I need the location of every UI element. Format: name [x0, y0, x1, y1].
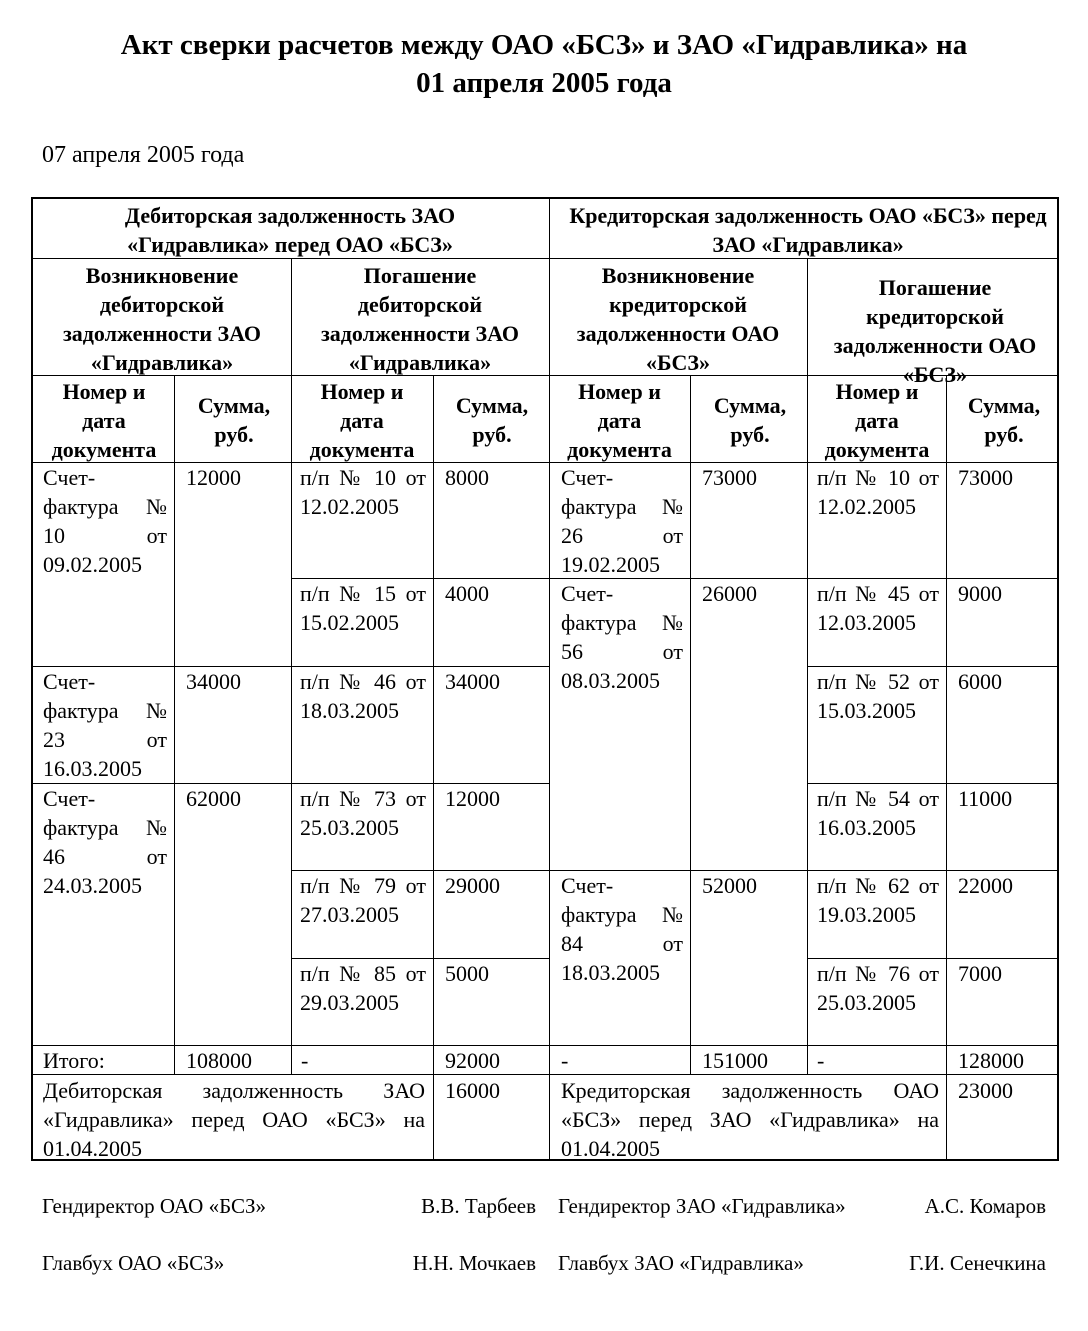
- document-title: [0, 26, 1088, 102]
- totals-credit-payment: 128000: [958, 1048, 1024, 1073]
- credit-payment-header: Погашение кредиторской задолженности ОАО «БСЗ»: [833, 275, 1037, 387]
- grid-line: [291, 258, 292, 1074]
- document-date: 07 апреля 2005 года: [42, 142, 245, 168]
- totals-label: Итого:: [43, 1048, 105, 1073]
- bsz-director-name: В.В. Тарбеев: [421, 1194, 536, 1218]
- credit-origin-doc: Счет-фактура № 84 от 18.03.2005: [561, 873, 683, 985]
- debit-payment-sum: 5000: [445, 961, 489, 986]
- credit-payment-doc: п/п № 45 от 12.03.2005: [817, 581, 939, 635]
- grid-line: [807, 258, 808, 1074]
- debit-payment-sum: 8000: [445, 465, 489, 490]
- credit-payment-sum: 11000: [958, 786, 1013, 811]
- grid-line: [433, 375, 434, 1161]
- gidr-accountant-title: Главбух ЗАО «Гидравлика»: [558, 1251, 804, 1275]
- credit-payment-doc: п/п № 54 от 16.03.2005: [817, 786, 939, 840]
- debit-origin-sum: 62000: [186, 786, 241, 811]
- credit-section-header: Кредиторская задолженность ОАО «БСЗ» перед ЗАО «Гидравлика»: [569, 203, 1047, 257]
- debit-payment-doc: п/п № 85 от 29.03.2005: [300, 961, 426, 1015]
- debit-origin-sum: 12000: [186, 465, 241, 490]
- sum-column-header: Сумма, руб.: [713, 393, 787, 447]
- gidr-director-title: Гендиректор ЗАО «Гидравлика»: [558, 1194, 846, 1218]
- credit-origin-sum: 73000: [702, 465, 757, 490]
- grid-line: [946, 375, 947, 1161]
- totals-credit-origin: 151000: [702, 1048, 768, 1073]
- gidr-accountant-name: Г.И. Сенечкина: [909, 1251, 1046, 1275]
- debit-origin-header: Возникновение дебиторской задолженности ЗАО «Гидравлика»: [62, 263, 262, 375]
- bsz-accountant-name: Н.Н. Мочкаев: [412, 1251, 536, 1275]
- debit-origin-doc: Счет-фактура № 46 от 24.03.2005: [43, 786, 167, 898]
- debit-balance-label: Дебиторская задолженность ЗАО «Гидравлика» перед ОАО «БСЗ» на 01.04.2005: [43, 1078, 425, 1161]
- totals-credit-origin-doc: -: [561, 1048, 569, 1073]
- credit-origin-doc: Счет-фактура № 56 от 08.03.2005: [561, 581, 683, 693]
- debit-origin-doc: Счет-фактура № 10 от 09.02.2005: [43, 465, 167, 577]
- bsz-accountant-title: Главбух ОАО «БСЗ»: [42, 1251, 225, 1275]
- sum-column-header: Сумма, руб.: [197, 393, 271, 447]
- doc-column-header: Номер и дата документа: [567, 379, 672, 462]
- doc-column-header: Номер и дата документа: [309, 379, 415, 462]
- credit-payment-sum: 22000: [958, 873, 1013, 898]
- title-line-2: 01 апреля 2005 года: [416, 67, 672, 99]
- title-line-1: Акт сверки расчетов между ОАО «БСЗ» и ЗАО «Гидравлика» на: [120, 29, 968, 61]
- debit-payment-sum: 29000: [445, 873, 500, 898]
- credit-payment-doc: п/п № 76 от 25.03.2005: [817, 961, 939, 1015]
- credit-origin-header: Возникновение кредиторской задолженности ОАО «БСЗ»: [576, 263, 780, 375]
- debit-payment-header: Погашение дебиторской задолженности ЗАО «Гидравлика»: [320, 263, 520, 375]
- credit-payment-doc: п/п № 10 от 12.02.2005: [817, 465, 939, 519]
- totals-debit-payment: 92000: [445, 1048, 500, 1073]
- debit-payment-doc: п/п № 79 от 27.03.2005: [300, 873, 426, 927]
- debit-payment-doc: п/п № 10 от 12.02.2005: [300, 465, 426, 519]
- credit-origin-sum: 52000: [702, 873, 757, 898]
- credit-payment-sum: 6000: [958, 669, 1002, 694]
- credit-payment-sum: 9000: [958, 581, 1002, 606]
- credit-payment-doc: п/п № 62 от 19.03.2005: [817, 873, 939, 927]
- credit-balance-label: Кредиторская задолженность ОАО «БСЗ» перед ЗАО «Гидравлика» на 01.04.2005: [561, 1078, 939, 1161]
- reconciliation-table: [31, 197, 1059, 1161]
- sum-column-header: Сумма, руб.: [967, 393, 1041, 447]
- bsz-director-title: Гендиректор ОАО «БСЗ»: [42, 1194, 267, 1218]
- debit-payment-doc: п/п № 15 от 15.02.2005: [300, 581, 426, 635]
- sum-column-header: Сумма, руб.: [455, 393, 529, 447]
- credit-origin-doc: Счет-фактура № 26 от 19.02.2005: [561, 465, 683, 577]
- grid-line: [690, 375, 691, 1074]
- debit-payment-sum: 12000: [445, 786, 500, 811]
- credit-payment-sum: 7000: [958, 961, 1002, 986]
- credit-payment-doc: п/п № 52 от 15.03.2005: [817, 669, 939, 723]
- grid-line: [174, 375, 175, 1074]
- credit-balance-value: 23000: [958, 1078, 1013, 1103]
- doc-column-header: Номер и дата документа: [51, 379, 157, 462]
- debit-balance-value: 16000: [445, 1078, 500, 1103]
- gidr-director-name: А.С. Комаров: [924, 1194, 1046, 1218]
- debit-payment-sum: 34000: [445, 669, 500, 694]
- debit-origin-sum: 34000: [186, 669, 241, 694]
- doc-column-header: Номер и дата документа: [824, 379, 930, 462]
- debit-payment-doc: п/п № 46 от 18.03.2005: [300, 669, 426, 723]
- grid-line: [549, 199, 550, 1161]
- totals-credit-payment-doc: -: [817, 1048, 825, 1073]
- debit-origin-doc: Счет-фактура № 23 от 16.03.2005: [43, 669, 167, 781]
- totals-debit-payment-doc: -: [301, 1048, 309, 1073]
- debit-section-header: Дебиторская задолженность ЗАО «Гидравлика» перед ОАО «БСЗ»: [124, 203, 456, 257]
- credit-payment-sum: 73000: [958, 465, 1013, 490]
- debit-payment-doc: п/п № 73 от 25.03.2005: [300, 786, 426, 840]
- credit-origin-sum: 26000: [702, 581, 757, 606]
- totals-debit-origin: 108000: [186, 1048, 252, 1073]
- debit-payment-sum: 4000: [445, 581, 489, 606]
